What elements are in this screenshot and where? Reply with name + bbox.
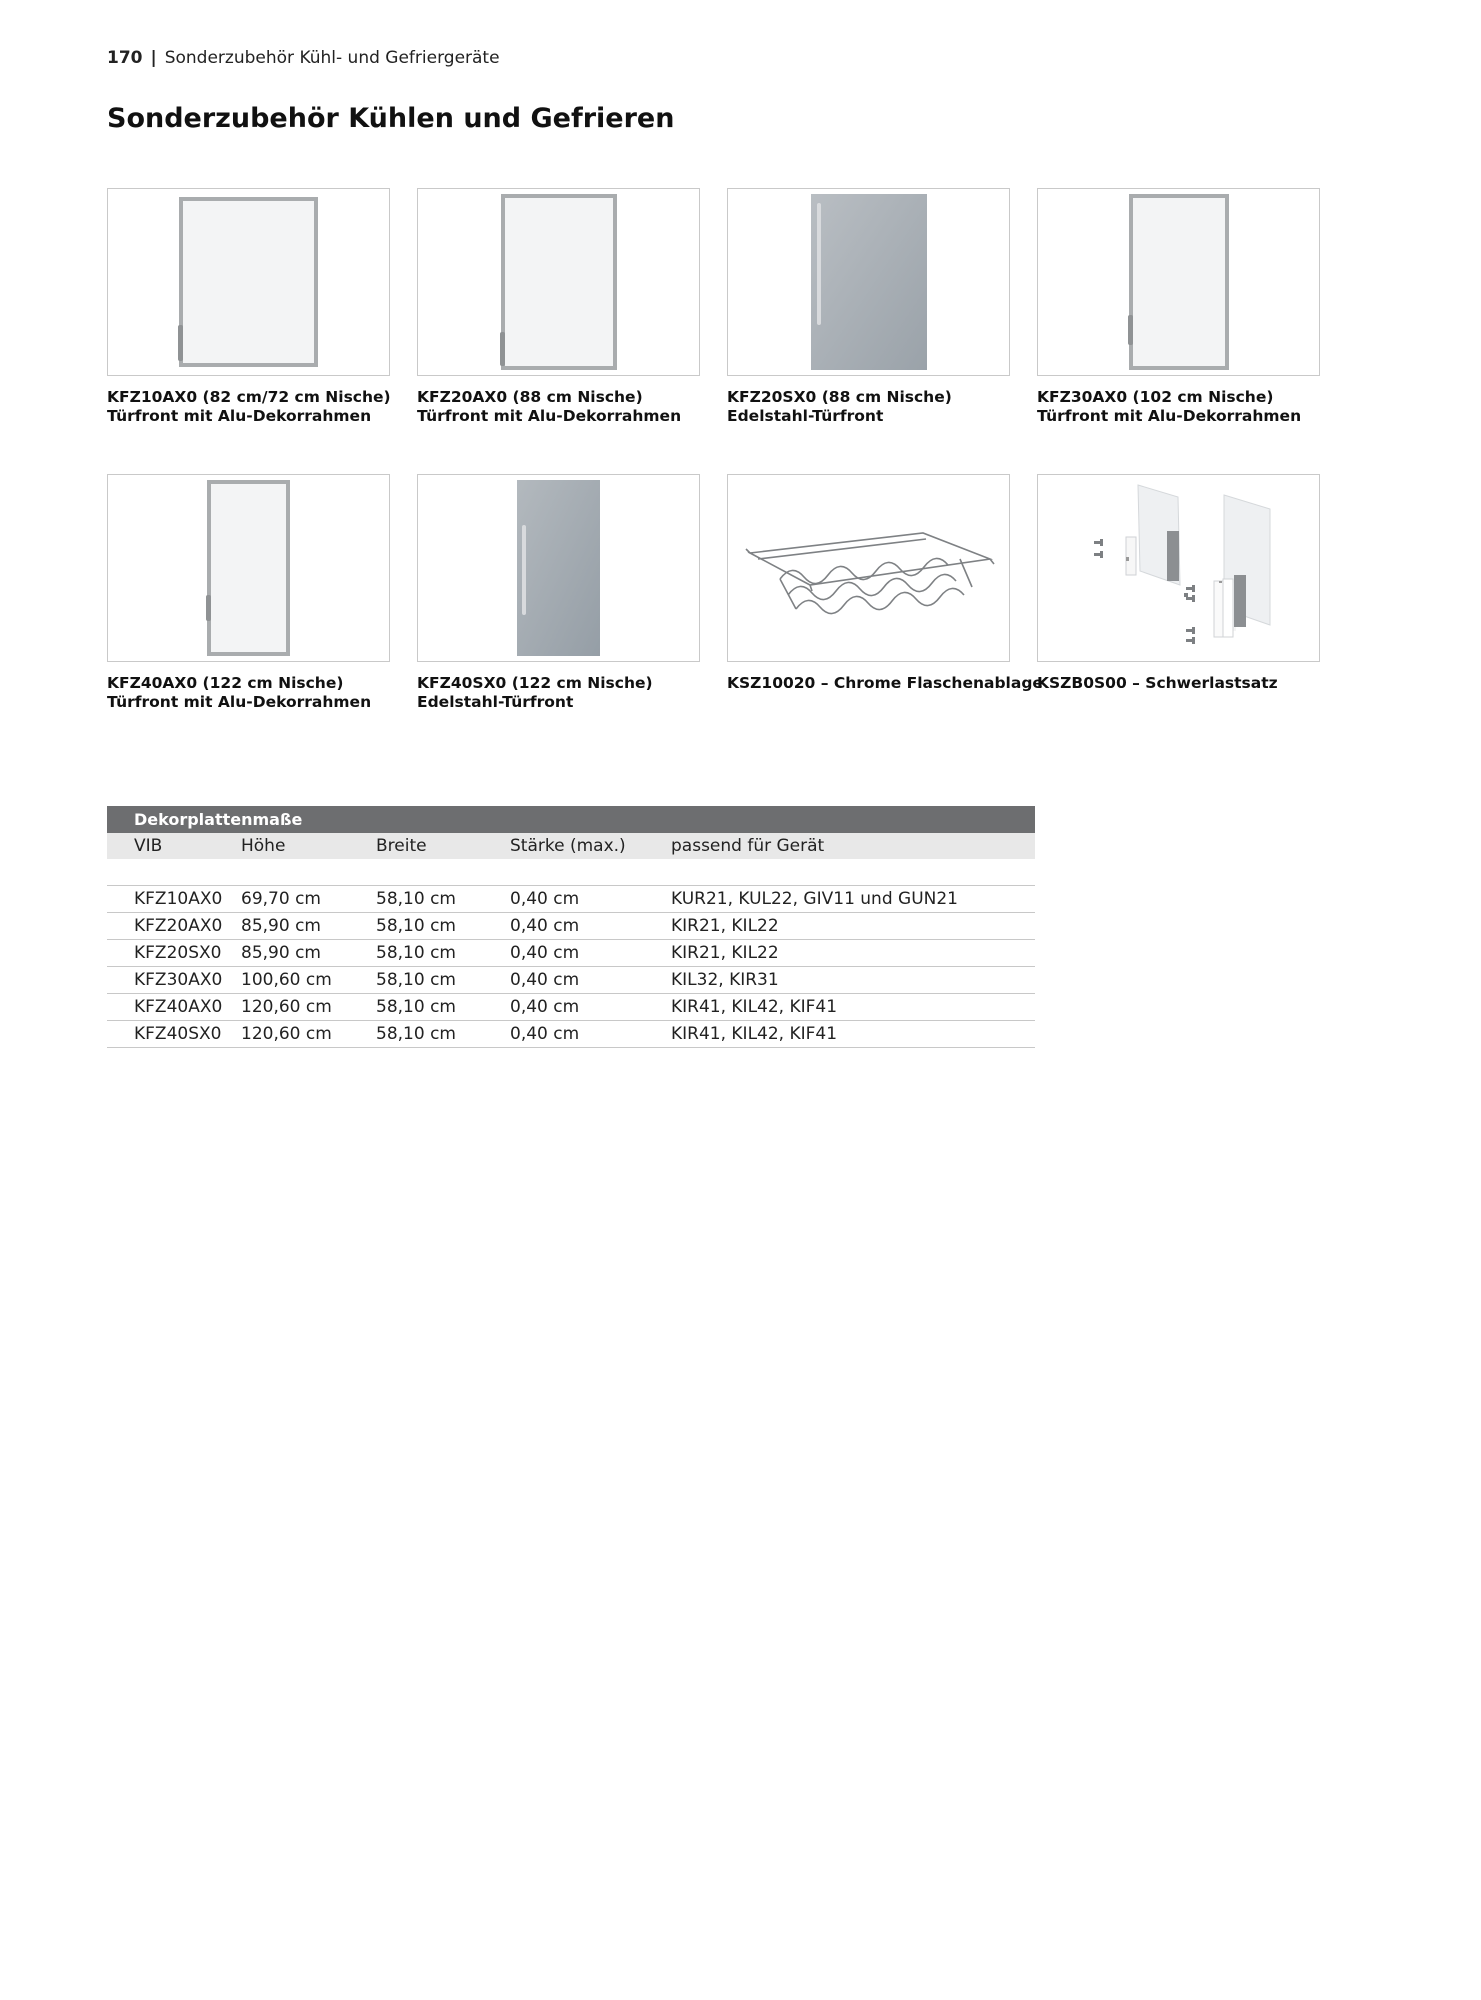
table-cell: 0,40 cm (510, 994, 671, 1021)
page-title: Sonderzubehör Kühlen und Gefrieren (107, 103, 675, 134)
table-cell: 58,10 cm (376, 994, 510, 1021)
page-header (107, 48, 500, 68)
product-row (107, 188, 1327, 474)
table-cell: 58,10 cm (376, 940, 510, 967)
table-row (107, 1021, 1035, 1048)
product-card[interactable] (1037, 474, 1320, 760)
product-description: Edelstahl-Türfront (417, 693, 574, 711)
product-card[interactable] (107, 474, 390, 760)
product-name: KFZ20SX0 (88 cm Nische) (727, 388, 952, 406)
product-name: KFZ40SX0 (122 cm Nische) (417, 674, 653, 692)
table-cell: KFZ20AX0 (107, 913, 241, 940)
heavy-duty-kit-image (1037, 474, 1320, 662)
product-name: KSZB0S00 – Schwerlastsatz (1037, 674, 1278, 692)
table-row (107, 994, 1035, 1021)
column-header: Stärke (max.) (510, 833, 671, 859)
table-cell: 58,10 cm (376, 1021, 510, 1048)
table-cell: KFZ40AX0 (107, 994, 241, 1021)
product-name: KFZ20AX0 (88 cm Nische) (417, 388, 643, 406)
table-header-row (107, 833, 1035, 859)
table-cell: 69,70 cm (241, 886, 376, 913)
table-cell: KUR21, KUL22, GIV11 und GUN21 (671, 886, 1035, 913)
table-cell: KIR21, KIL22 (671, 940, 1035, 967)
product-name: KFZ30AX0 (102 cm Nische) (1037, 388, 1274, 406)
table-cell: 58,10 cm (376, 967, 510, 994)
table-cell: KFZ30AX0 (107, 967, 241, 994)
product-card[interactable] (417, 474, 700, 760)
table-spacer-row (107, 859, 1035, 886)
product-row (107, 474, 1327, 760)
product-card[interactable] (107, 188, 390, 474)
table-cell: 0,40 cm (510, 940, 671, 967)
product-description: Edelstahl-Türfront (727, 407, 884, 425)
product-grid (107, 188, 1327, 760)
door-panel-image (107, 188, 390, 376)
column-header: Höhe (241, 833, 376, 859)
table-cell: KIR41, KIL42, KIF41 (671, 994, 1035, 1021)
table-cell: KIR21, KIL22 (671, 913, 1035, 940)
product-description: Türfront mit Alu-Dekorrahmen (107, 693, 372, 711)
header-separator: | (150, 48, 157, 68)
table-cell: 0,40 cm (510, 1021, 671, 1048)
table-cell: 85,90 cm (241, 913, 376, 940)
product-description: Türfront mit Alu-Dekorrahmen (1037, 407, 1302, 425)
product-card[interactable] (727, 474, 1043, 760)
door-panel-image (107, 474, 390, 662)
table-cell: KFZ10AX0 (107, 886, 241, 913)
product-description: Türfront mit Alu-Dekorrahmen (107, 407, 372, 425)
column-header: passend für Gerät (671, 833, 1035, 859)
product-card[interactable] (1037, 188, 1320, 474)
product-card[interactable] (727, 188, 1010, 474)
table-row (107, 913, 1035, 940)
table-cell: KFZ20SX0 (107, 940, 241, 967)
table-cell: KIL32, KIR31 (671, 967, 1035, 994)
wine-rack-image (727, 474, 1010, 662)
table-cell: 0,40 cm (510, 967, 671, 994)
table-title: Dekorplattenmaße (107, 806, 1035, 833)
table-cell: 85,90 cm (241, 940, 376, 967)
table-cell: 120,60 cm (241, 1021, 376, 1048)
table-row (107, 886, 1035, 913)
product-name: KFZ40AX0 (122 cm Nische) (107, 674, 344, 692)
table-cell: KIR41, KIL42, KIF41 (671, 1021, 1035, 1048)
table-cell: 0,40 cm (510, 886, 671, 913)
table-cell: 100,60 cm (241, 967, 376, 994)
product-name: KSZ10020 – Chrome Flaschenablage (727, 674, 1043, 692)
table-cell: 58,10 cm (376, 913, 510, 940)
column-header: VIB (107, 833, 241, 859)
column-header: Breite (376, 833, 510, 859)
page-number: 170 (107, 48, 143, 68)
dimensions-table (107, 833, 1035, 1048)
product-card[interactable] (417, 188, 700, 474)
table-cell: 58,10 cm (376, 886, 510, 913)
table-row (107, 967, 1035, 994)
section-title: Sonderzubehör Kühl- und Gefriergeräte (164, 48, 500, 68)
product-description: Türfront mit Alu-Dekorrahmen (417, 407, 682, 425)
table-cell: KFZ40SX0 (107, 1021, 241, 1048)
door-panel-image (1037, 188, 1320, 376)
door-panel-image (417, 188, 700, 376)
table-cell: 0,40 cm (510, 913, 671, 940)
dimensions-table-section (107, 806, 1035, 1048)
product-name: KFZ10AX0 (82 cm/72 cm Nische) (107, 388, 391, 406)
table-row (107, 940, 1035, 967)
table-cell: 120,60 cm (241, 994, 376, 1021)
stainless-door-image (417, 474, 700, 662)
stainless-door-image (727, 188, 1010, 376)
